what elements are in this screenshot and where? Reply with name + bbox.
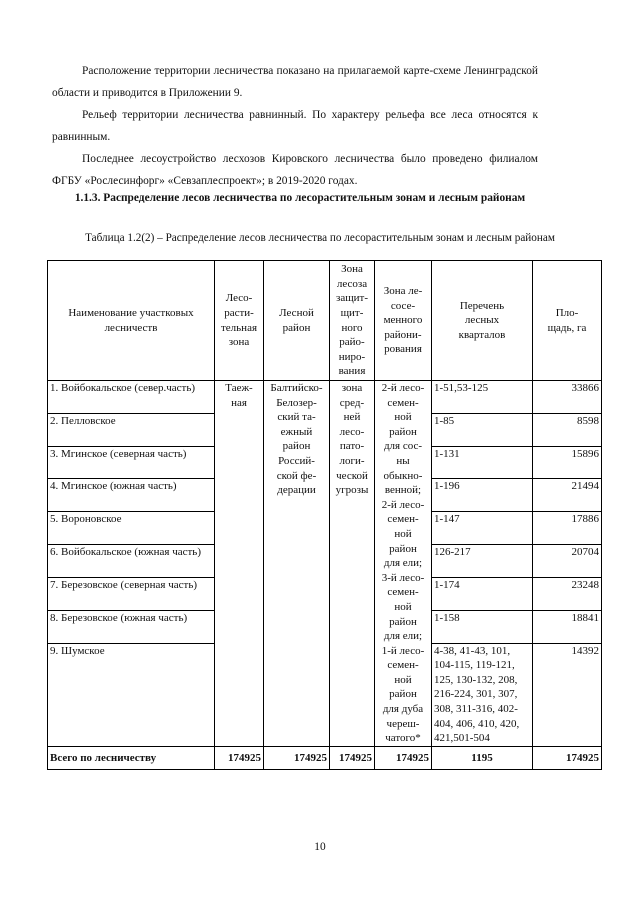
- total-protect: 174925: [330, 746, 375, 769]
- row-area: 33866: [533, 381, 602, 414]
- row-name: 7. Березовское (северная часть): [48, 577, 215, 610]
- row-area: 21494: [533, 479, 602, 512]
- header-area: Пло- щадь, га: [533, 261, 602, 381]
- total-area: 174925: [533, 746, 602, 769]
- row-quarters: 1-51,53-125: [432, 381, 533, 414]
- row-name: 2. Пелловское: [48, 413, 215, 446]
- table-caption: Таблица 1.2(2) – Распределение лесов лесничества по лесорастительным зонам и лесным районам: [85, 232, 555, 244]
- row-quarters: 126-217: [432, 545, 533, 578]
- total-quarters: 1195: [432, 746, 533, 769]
- row-name: 9. Шумское: [48, 643, 215, 746]
- total-region: 174925: [264, 746, 330, 769]
- paragraph-relief: Рельеф территории лесничества равнинный. По характеру рельефа все леса относятся к равнинным.: [52, 109, 538, 143]
- paragraph-location: Расположение территории лесничества показано на прилагаемой карте-схеме Ленинградской области и приводится в Приложении 9.: [52, 65, 538, 99]
- row-area: 23248: [533, 577, 602, 610]
- total-seed: 174925: [375, 746, 432, 769]
- page-number: 10: [314, 841, 326, 853]
- row-area: 14392: [533, 643, 602, 746]
- header-seed: Зона ле- сосе- менного райони- рования: [375, 261, 432, 381]
- header-region: Лесной район: [264, 261, 330, 381]
- merged-protect: зона сред- ней лесо- пато- логи- ческой угрозы: [330, 381, 375, 747]
- row-name: 5. Вороновское: [48, 512, 215, 545]
- table-header-row: [48, 261, 602, 381]
- row-quarters: 1-196: [432, 479, 533, 512]
- total-label: Всего по лесничеству: [48, 746, 215, 769]
- row-quarters: 1-158: [432, 610, 533, 643]
- table-total-row: [48, 746, 602, 769]
- row-name: 8. Березовское (южная часть): [48, 610, 215, 643]
- header-zone: Лесо- расти- тельная зона: [215, 261, 264, 381]
- row-quarters: 1-85: [432, 413, 533, 446]
- row-quarters: 1-174: [432, 577, 533, 610]
- forest-distribution-table: [47, 260, 602, 770]
- merged-region: Балтийско- Белозер- ский та- ежный район Россий- ской фе- дерации: [264, 381, 330, 747]
- header-quarters: Перечень лесных кварталов: [432, 261, 533, 381]
- row-quarters: 1-131: [432, 446, 533, 479]
- row-area: 18841: [533, 610, 602, 643]
- row-area: 17886: [533, 512, 602, 545]
- row-quarters: 4-38, 41-43, 101, 104-115, 119-121, 125, 130-132, 208, 216-224, 301, 307, 308, 311-316, 402-404, 406, 410, 420, 421,501-504: [432, 643, 533, 746]
- row-area: 15896: [533, 446, 602, 479]
- section-title: 1.1.3. Распределение лесов лесничества по лесорастительным зонам и лесным районам: [74, 192, 526, 204]
- row-area: 8598: [533, 413, 602, 446]
- merged-seed: 2-й лесо- семен- ной район для сос- ны обыкно- венной; 2-й лесо- семен- ной район для ели; 3-й лесо- семен- ной район для ели; 1-й лесо- семен- ной район для дуба череш- чатого*: [375, 381, 432, 747]
- header-name: Наименование участковых лесничеств: [48, 261, 215, 381]
- row-name: 3. Мгинское (северная часть): [48, 446, 215, 479]
- row-name: 1. Войбокальское (север.часть): [48, 381, 215, 414]
- row-name: 4. Мгинское (южная часть): [48, 479, 215, 512]
- row-name: 6. Войбокальское (южная часть): [48, 545, 215, 578]
- merged-zone: Таеж- ная: [215, 381, 264, 747]
- row-quarters: 1-147: [432, 512, 533, 545]
- table-row: [48, 381, 602, 414]
- header-protect: Зона лесоза защит- щит- ного райо- ниро- вания: [330, 261, 375, 381]
- row-area: 20704: [533, 545, 602, 578]
- paragraph-forest-inventory: Последнее лесоустройство лесхозов Кировского лесничества было проведено филиалом ФГБУ «Рослесинфорг» «Севзаплеспроект»; в 2019-2020 годах.: [52, 153, 538, 187]
- total-zone: 174925: [215, 746, 264, 769]
